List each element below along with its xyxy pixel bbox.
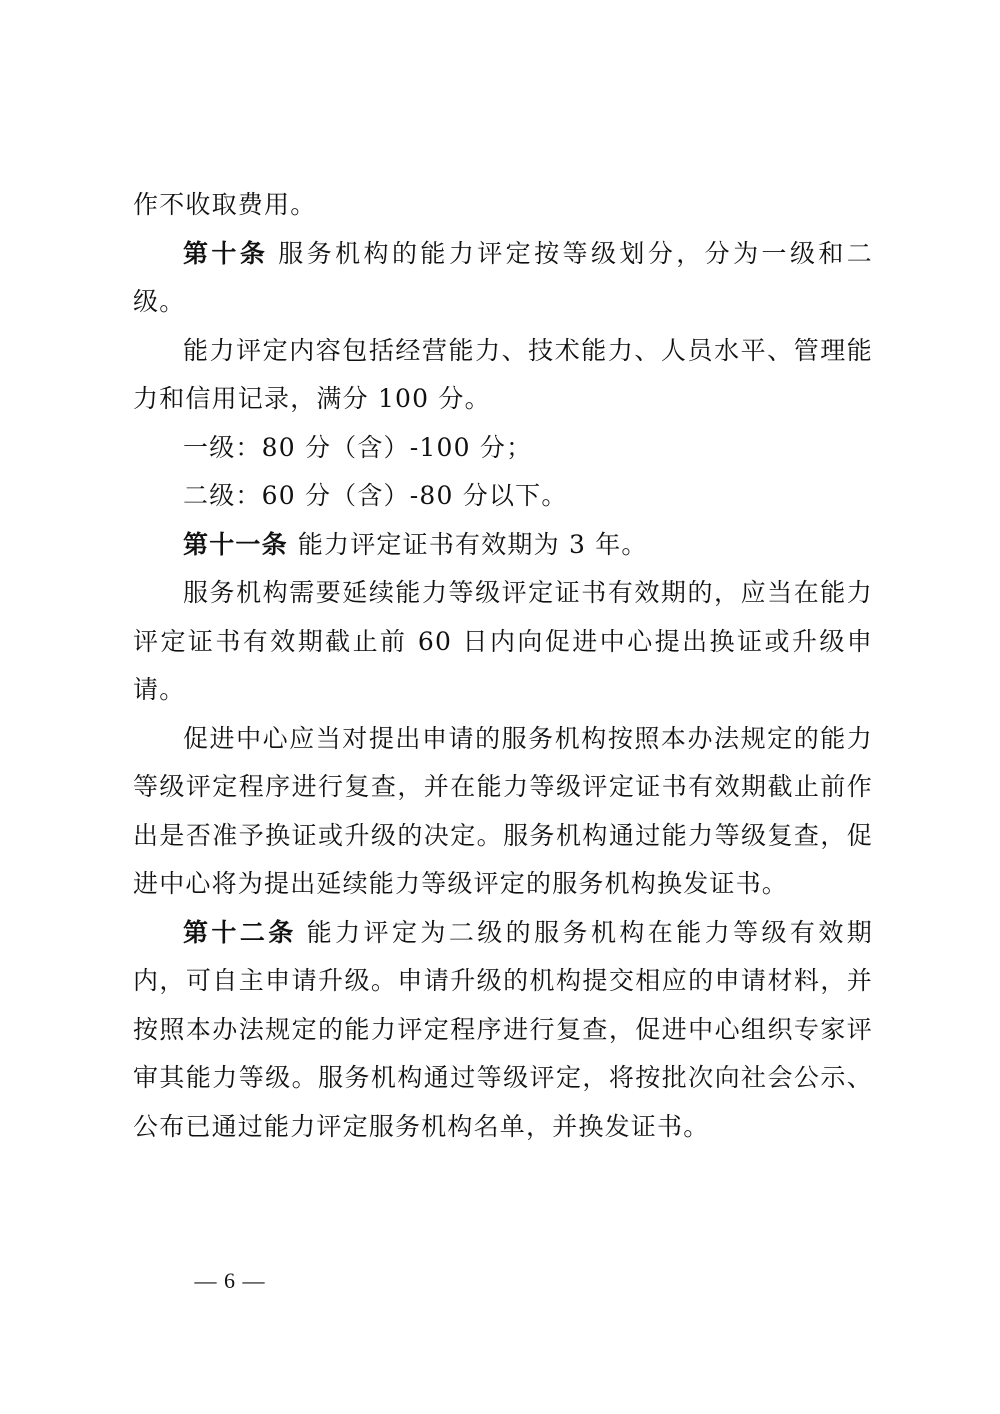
paragraph-text: 二级：60 分（含）-80 分以下。 <box>183 481 568 510</box>
article-12-paragraph <box>133 909 873 1152</box>
article-11-label: 第十一条 <box>183 529 288 559</box>
paragraph-text: 促进中心应当对提出申请的服务机构按照本办法规定的能力等级评定程序进行复查，并在能力等级评定证书有效期截止前作出是否准予换证或升级的决定。服务机构通过能力等级复查，促进中心将为提出延续能力等级评定的服务机构换发证书。 <box>133 723 873 898</box>
paragraph-text: 作不收取费用。 <box>133 190 317 219</box>
article-10-paragraph <box>133 230 873 327</box>
document-body <box>133 181 873 1151</box>
paragraph-text: 服务机构的能力评定按等级划分，分为一级和二级。 <box>133 238 873 316</box>
paragraph-text: 一级：80 分（含）-100 分； <box>183 432 533 462</box>
paragraph-text: 能力评定为二级的服务机构在能力等级有效期内，可自主申请升级。申请升级的机构提交相应的申请材料，并按照本办法规定的能力评定程序进行复查，促进中心组织专家评审其能力等级。服务机构通过等级评定，将按批次向社会公示、公布已通过能力评定服务机构名单，并换发证书。 <box>133 917 873 1141</box>
paragraph-text: 能力评定证书有效期为 3 年。 <box>297 529 648 559</box>
page-number: — 6 — <box>194 1268 266 1293</box>
article-11-paragraph <box>133 521 873 570</box>
article-12-label: 第十二条 <box>183 917 297 947</box>
paragraph-review <box>133 715 873 909</box>
article-10-label: 第十条 <box>183 238 269 268</box>
paragraph-level-one <box>133 424 873 473</box>
paragraph-renewal <box>133 569 873 715</box>
paragraph-text: 服务机构需要延续能力等级评定证书有效期的，应当在能力评定证书有效期截止前 60 日内向促进中心提出换证或升级申请。 <box>133 578 873 704</box>
paragraph-assessment-content <box>133 327 873 424</box>
paragraph-level-two <box>133 472 873 521</box>
paragraph-text: 能力评定内容包括经营能力、技术能力、人员水平、管理能力和信用记录，满分 100 分。 <box>133 335 873 413</box>
paragraph-continuation <box>133 181 873 230</box>
